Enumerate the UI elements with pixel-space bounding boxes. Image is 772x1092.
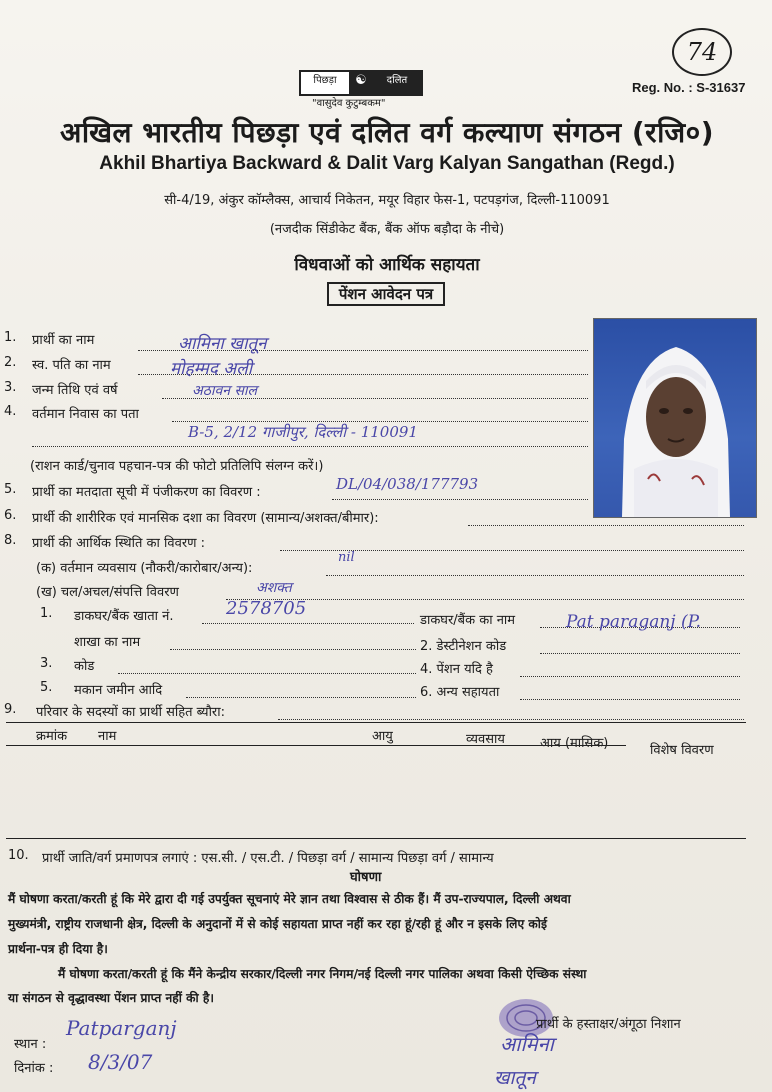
- field-5-number: 5.: [4, 482, 17, 497]
- title-english: Akhil Bhartiya Backward & Dalit Varg Kalyan Sangathan (Regd.): [99, 153, 675, 174]
- col-income: आय (मासिक): [540, 736, 609, 751]
- field-8-label: प्रार्थी की आर्थिक स्थिति का विवरण :: [32, 536, 206, 551]
- declaration-heading: घोषणा: [350, 870, 382, 885]
- other-aid-label: 6. अन्य सहायता: [420, 685, 500, 700]
- bank-1-number: 1.: [40, 606, 53, 621]
- field-2-number: 2.: [4, 355, 17, 370]
- branch-name-line: [170, 649, 416, 650]
- landmark: (नजदीक सिंडीकेट बैंक, बैंक ऑफ बड़ौदा के नीचे): [269, 222, 505, 237]
- field-kha-value[interactable]: अशक्त: [256, 580, 292, 596]
- property-label: मकान जमीन आदि: [74, 683, 163, 698]
- ration-card-note: (राशन कार्ड/चुनाव पहचान-पत्र की फोटो प्रतिलिपि संलग्न करें।): [30, 459, 324, 474]
- field-4-label: वर्तमान निवास का पता: [32, 407, 139, 422]
- col-age: आयु: [372, 729, 393, 744]
- subtitle: विधवाओं को आर्थिक सहायता: [294, 255, 480, 275]
- field-4-line-2: [32, 446, 588, 447]
- field-2-label: स्व. पति का नाम: [32, 358, 111, 373]
- bank-5-number: 5.: [40, 680, 53, 695]
- signature-label: प्रार्थी के हस्ताक्षर/अंगूठा निशान: [536, 1017, 681, 1032]
- field-5-line: [332, 499, 588, 500]
- caste-certificate-label: प्रार्थी जाति/वर्ग प्रमाणपत्र लगाएं : एस.सी. / एस.टी. / पिछड़ा वर्ग / सामान्य पिछड़ा वर्ग / सामान्य: [42, 851, 494, 866]
- field-ka-value[interactable]: nil: [338, 550, 355, 565]
- handshake-icon: ☯: [349, 72, 373, 94]
- signature-value-2[interactable]: खातून: [494, 1067, 536, 1089]
- field-10-number: 10.: [8, 848, 29, 863]
- field-4-number: 4.: [4, 404, 17, 419]
- col-serial: क्रमांक: [36, 729, 68, 744]
- field-4-value[interactable]: B-5, 2/12 गाजीपुर, दिल्ली - 110091: [188, 423, 418, 441]
- field-kha-label: (ख) चल/अचल/संपत्ति विवरण: [36, 585, 179, 600]
- logo-left-text: पिछड़ा: [313, 75, 337, 86]
- field-9-line: [278, 719, 744, 720]
- date-value[interactable]: 8/3/07: [88, 1050, 153, 1074]
- field-6-label: प्रार्थी की शारीरिक एवं मानसिक दशा का विवरण (सामान्य/अशक्त/बीमार):: [32, 511, 379, 526]
- declaration-para2-line2: या संगठन से वृद्धावस्था पेंशन प्राप्त नहीं की है।: [8, 991, 215, 1005]
- property-line: [186, 697, 416, 698]
- bank-account-value[interactable]: 2578705: [226, 598, 307, 619]
- logo-right-text: दलित: [373, 72, 421, 94]
- date-label: दिनांक :: [14, 1061, 54, 1076]
- field-6-line: [468, 525, 744, 526]
- field-3-number: 3.: [4, 380, 17, 395]
- bank-account-line: [202, 623, 414, 624]
- branch-name-label: शाखा का नाम: [74, 635, 141, 650]
- field-ka-line: [326, 575, 744, 576]
- pension-if-any-label: 4. पेंशन यदि है: [420, 662, 493, 677]
- code-label: कोड: [74, 659, 95, 674]
- table-top-rule: [6, 722, 746, 723]
- other-aid-line: [520, 699, 740, 700]
- page-number-mark: 74: [672, 28, 732, 76]
- code-line: [118, 673, 416, 674]
- field-1-value[interactable]: आमिना खातून: [178, 334, 267, 354]
- field-3-value[interactable]: अठावन साल: [192, 383, 258, 399]
- destination-code-label: 2. डेस्टीनेशन कोड: [420, 639, 507, 654]
- field-1-label: प्रार्थी का नाम: [32, 333, 95, 348]
- pension-if-any-line: [520, 676, 740, 677]
- declaration-para1-line2: मुख्यमंत्री, राष्ट्रीय राजधानी क्षेत्र, दिल्ली के अनुदानों में से कोई सहायता प्राप्त नहीं कर रहा हूं/रही हूं और न इसके लिए कोई: [8, 917, 547, 931]
- place-label: स्थान :: [14, 1037, 47, 1052]
- place-value[interactable]: Patparganj: [66, 1016, 177, 1040]
- title-hindi: अखिल भारतीय पिछड़ा एवं दलित वर्ग कल्याण संगठन (रजि०): [60, 116, 714, 149]
- bank-3-number: 3.: [40, 656, 53, 671]
- registration-number: Reg. No. : S-31637: [632, 80, 746, 95]
- declaration-para2-line1: मैं घोषणा करता/करती हूं कि मैंने केन्द्रीय सरकार/दिल्ली नगर निगम/नई दिल्ली नगर पालिका अथवा किसी ऐच्छिक संस्था: [58, 967, 587, 981]
- logo-motto: "वासुदेव कुटुम्बकम": [312, 98, 386, 109]
- address: सी-4/19, अंकुर कॉम्लैक्स, आचार्य निकेतन, मयूर विहार फेस-1, पटपड़गंज, दिल्ली-110091: [164, 193, 610, 208]
- declaration-para1-line1: मैं घोषणा करता/करती हूं कि मेरे द्वारा दी गई उपर्युक्त सूचनाएं मेरे ज्ञान तथा विश्वास से ठीक हैं। मैं उप-राज्यपाल, दिल्ली अथवा: [8, 892, 571, 906]
- family-table-body: [40, 760, 740, 830]
- signature-value[interactable]: आमिना: [500, 1032, 554, 1056]
- field-8-number: 8.: [4, 533, 17, 548]
- table-header-rule: [6, 745, 626, 746]
- field-1-number: 1.: [4, 330, 17, 345]
- bank-account-label: डाकघर/बैंक खाता नं.: [74, 609, 174, 624]
- bank-name-value[interactable]: Pat paraganj (P.: [566, 612, 701, 632]
- field-6-number: 6.: [4, 508, 17, 523]
- form-title-box: [0, 284, 772, 304]
- applicant-photo: [593, 318, 757, 518]
- destination-code-line: [540, 653, 740, 654]
- field-5-value[interactable]: DL/04/038/177793: [336, 475, 479, 493]
- col-remarks: विशेष विवरण: [650, 743, 714, 758]
- portrait-image: [594, 319, 756, 517]
- bank-name-label: डाकघर/बैंक का नाम: [420, 613, 516, 628]
- form-title: पेंशन आवेदन पत्र: [327, 282, 445, 306]
- field-9-label: परिवार के सदस्यों का प्रार्थी सहित ब्यौरा:: [36, 705, 225, 720]
- table-bottom-rule: [6, 838, 746, 839]
- field-ka-label: (क) वर्तमान व्यवसाय (नौकरी/कारोबार/अन्य):: [36, 561, 253, 576]
- col-occupation: व्यवसाय: [466, 732, 505, 747]
- field-9-number: 9.: [4, 702, 17, 717]
- col-name: नाम: [98, 729, 117, 744]
- field-2-value[interactable]: मोहम्मद अली: [170, 359, 253, 379]
- organization-logo: [299, 70, 423, 96]
- declaration-para1-line3: प्रार्थना-पत्र ही दिया है।: [8, 942, 108, 956]
- field-3-label: जन्म तिथि एवं वर्ष: [32, 383, 118, 398]
- field-5-label: प्रार्थी का मतदाता सूची में पंजीकरण का विवरण :: [32, 485, 261, 500]
